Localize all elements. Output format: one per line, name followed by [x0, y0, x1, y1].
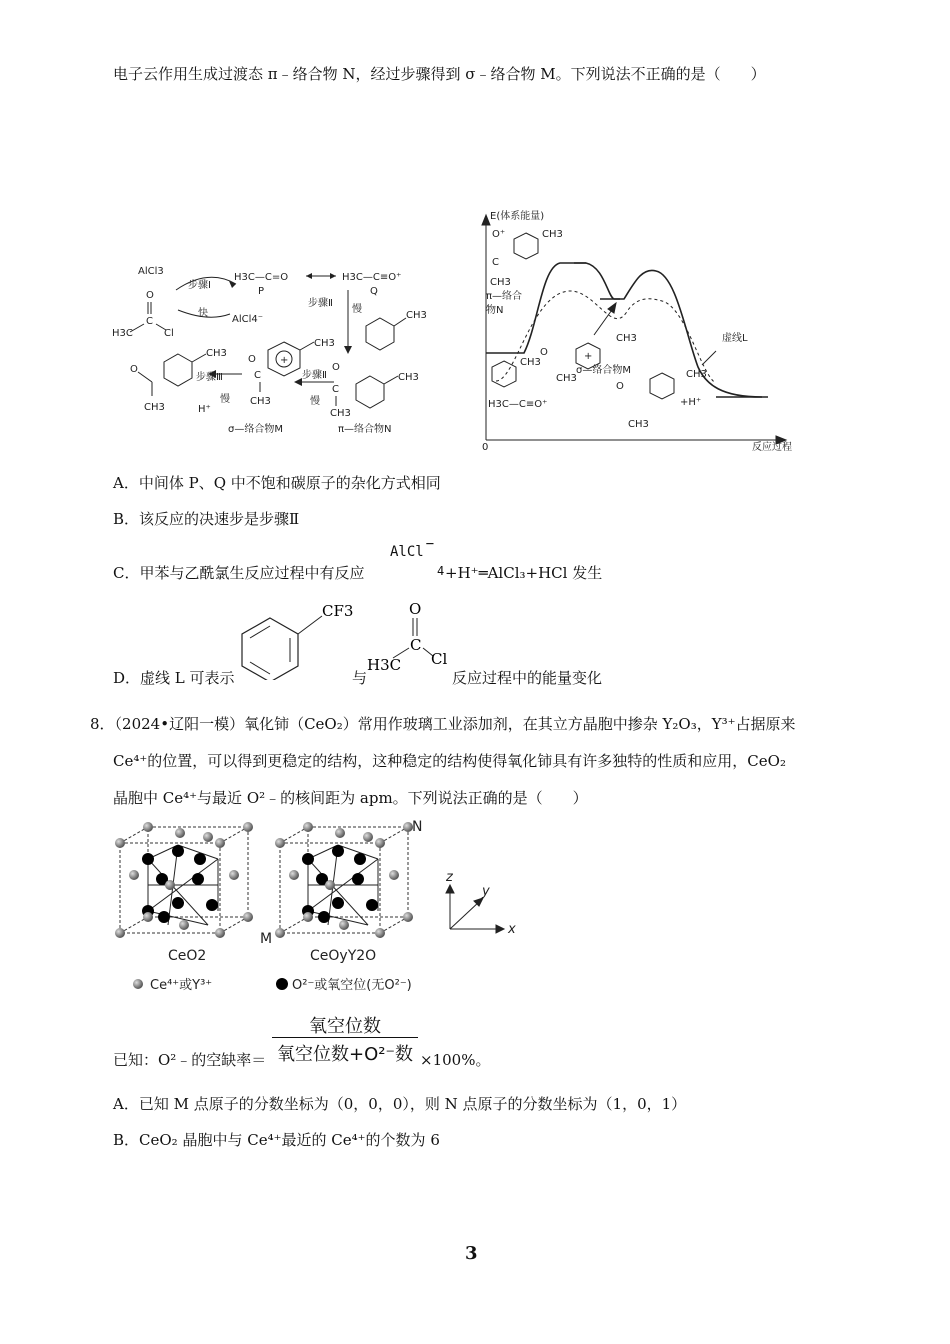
svg-text:CH3: CH3 [330, 408, 351, 419]
svg-text:O: O [409, 600, 422, 618]
svg-text:步骤Ⅱ: 步骤Ⅱ [308, 298, 333, 309]
q7-option-d-mid: 与 [352, 669, 368, 687]
svg-text:CH3: CH3 [250, 396, 271, 407]
svg-text:AlCl4⁻: AlCl4⁻ [232, 314, 264, 325]
svg-text:π—络合: π—络合 [486, 291, 523, 302]
q8-line-3: 晶胞中 Ce⁴⁺与最近 O²﹣的核间距为 apm。下列说法正确的是（ ） [113, 789, 588, 807]
q8-option-b: B．CeO₂ 晶胞中与 Ce⁴⁺最近的 Ce⁴⁺的个数为 6 [113, 1131, 440, 1149]
alcl4-image: AlCl − [390, 536, 435, 560]
option-c-text: C．甲苯与乙酰氯生反应过程中有反应 [113, 564, 365, 582]
svg-text:CH3: CH3 [314, 338, 335, 349]
q8-line-2: Ce⁴⁺的位置，可以得到更稳定的结构，这种稳定的结构使得氧化铈具有许多独特的性质和应用，CeO₂ [113, 752, 786, 770]
svg-text:σ—络合物M: σ—络合物M [228, 424, 283, 435]
svg-text:步骤Ⅱ: 步骤Ⅱ [302, 370, 327, 381]
svg-text:快: 快 [198, 308, 208, 319]
legend-grey-ball [133, 979, 143, 989]
svg-text:C: C [410, 636, 422, 654]
svg-text:H3C—C≡O⁺: H3C—C≡O⁺ [488, 399, 548, 410]
svg-text:N: N [412, 819, 423, 835]
svg-text:H⁺: H⁺ [198, 404, 211, 415]
svg-text:O⁺: O⁺ [492, 229, 506, 240]
svg-text:AlCl3: AlCl3 [138, 266, 164, 277]
svg-text:慢: 慢 [352, 304, 362, 315]
svg-text:z: z [446, 870, 453, 885]
fraction-numerator: 氧空位数 [309, 1016, 381, 1037]
svg-text:CH3: CH3 [398, 372, 419, 383]
svg-text:CH3: CH3 [616, 333, 637, 344]
svg-text:O: O [248, 354, 256, 365]
svg-text:π—络合物N: π—络合物N [338, 424, 392, 435]
svg-text:反应过程: 反应过程 [752, 442, 792, 453]
svg-text:CH3: CH3 [686, 369, 707, 380]
svg-text:Q: Q [370, 286, 378, 297]
svg-text:y: y [482, 884, 490, 899]
svg-text:CeO2: CeO2 [168, 948, 207, 964]
svg-text:CF3: CF3 [322, 602, 354, 620]
svg-text:x: x [508, 922, 516, 937]
svg-text:Cl: Cl [164, 328, 174, 339]
svg-text:+: + [280, 355, 289, 366]
svg-text:O²⁻或氧空位(无O²⁻): O²⁻或氧空位(无O²⁻) [292, 978, 412, 993]
q7-option-d: D．虚线 L 可表示 [113, 669, 235, 687]
svg-text:C: C [332, 384, 339, 395]
q7-option-c [113, 563, 364, 583]
svg-text:CH3: CH3 [144, 402, 165, 413]
svg-text:物N: 物N [486, 305, 504, 316]
svg-text:CH3: CH3 [490, 277, 511, 288]
svg-text:慢: 慢 [220, 394, 230, 405]
svg-text:Cl: Cl [431, 650, 448, 668]
q7-option-c-rest: +H⁺═AlCl₃+HCl 发生 [445, 564, 603, 582]
fraction-bar [272, 1037, 418, 1038]
svg-text:CeOyY2O: CeOyY2O [310, 948, 377, 964]
svg-text:O: O [540, 347, 548, 358]
svg-text:+H⁺: +H⁺ [680, 397, 702, 408]
q8-option-a: A．已知 M 点原子的分数坐标为（0，0，0），则 N 点原子的分数坐标为（1，0，1） [113, 1095, 687, 1113]
alcl4-sub: 4 [437, 564, 445, 578]
reaction-scheme [108, 250, 438, 450]
svg-text:σ—络合物M: σ—络合物M [576, 365, 631, 376]
svg-text:CH3: CH3 [520, 357, 541, 368]
solid-curve [486, 263, 762, 397]
fraction-denominator: 氧空位数+O²⁻数 [277, 1044, 413, 1065]
svg-text:步骤Ⅰ: 步骤Ⅰ [188, 280, 211, 291]
svg-text:C: C [146, 316, 153, 327]
svg-text:+: + [584, 351, 593, 362]
q8-known-pre: 已知：O²﹣的空缺率＝ [113, 1051, 267, 1069]
svg-text:步骤Ⅲ: 步骤Ⅲ [196, 372, 223, 383]
svg-text:CH3: CH3 [406, 310, 427, 321]
legend-black-ball [276, 978, 288, 990]
q7-intro: 电子云作用生成过渡态 π﹣络合物 N，经过步骤得到 σ﹣络合物 M。下列说法不正确的是（ ） [113, 65, 766, 83]
svg-text:C: C [254, 370, 261, 381]
svg-text:CH3: CH3 [542, 229, 563, 240]
svg-text:CH3: CH3 [206, 348, 227, 359]
acetyl-chloride-structure [365, 598, 455, 678]
svg-text:虚线L: 虚线L [722, 333, 748, 344]
svg-text:Ce⁴⁺或Y³⁺: Ce⁴⁺或Y³⁺ [150, 978, 213, 993]
svg-text:H3C—C≡O⁺: H3C—C≡O⁺ [342, 272, 402, 283]
q8-known-post: ×100%。 [420, 1051, 491, 1069]
svg-text:H3C: H3C [112, 328, 133, 339]
q7-option-b: B．该反应的决速步是步骤Ⅱ [113, 510, 300, 528]
svg-text:CH3: CH3 [556, 373, 577, 384]
svg-text:0: 0 [482, 442, 489, 453]
svg-text:慢: 慢 [310, 396, 320, 407]
q7-option-d-rest: 反应过程中的能量变化 [452, 669, 603, 687]
energy-profile [476, 205, 796, 455]
svg-text:P: P [258, 286, 265, 297]
q8-line-1: 8．（2024•辽阳一模）氧化铈（CeO₂）常用作玻璃工业添加剂，在其立方晶胞中掺杂 Y₂O₃，Y³⁺占据原来 [90, 715, 796, 733]
svg-text:H3C: H3C [367, 656, 402, 674]
svg-text:M: M [260, 931, 273, 947]
trifluorotoluene-structure [240, 590, 360, 680]
crystal-cells-figure [108, 815, 528, 1000]
svg-text:E(体系能量): E(体系能量) [490, 211, 545, 222]
svg-text:C: C [492, 257, 499, 268]
svg-text:CH3: CH3 [628, 419, 649, 430]
svg-text:H3C—C=O: H3C—C=O [234, 272, 289, 283]
svg-text:O: O [130, 364, 138, 375]
q7-option-a: A．中间体 P、Q 中不饱和碳原子的杂化方式相同 [113, 474, 441, 492]
svg-text:O: O [332, 362, 340, 373]
svg-text:O: O [146, 290, 154, 301]
svg-text:O: O [616, 381, 624, 392]
page-number: 3 [465, 1243, 478, 1264]
